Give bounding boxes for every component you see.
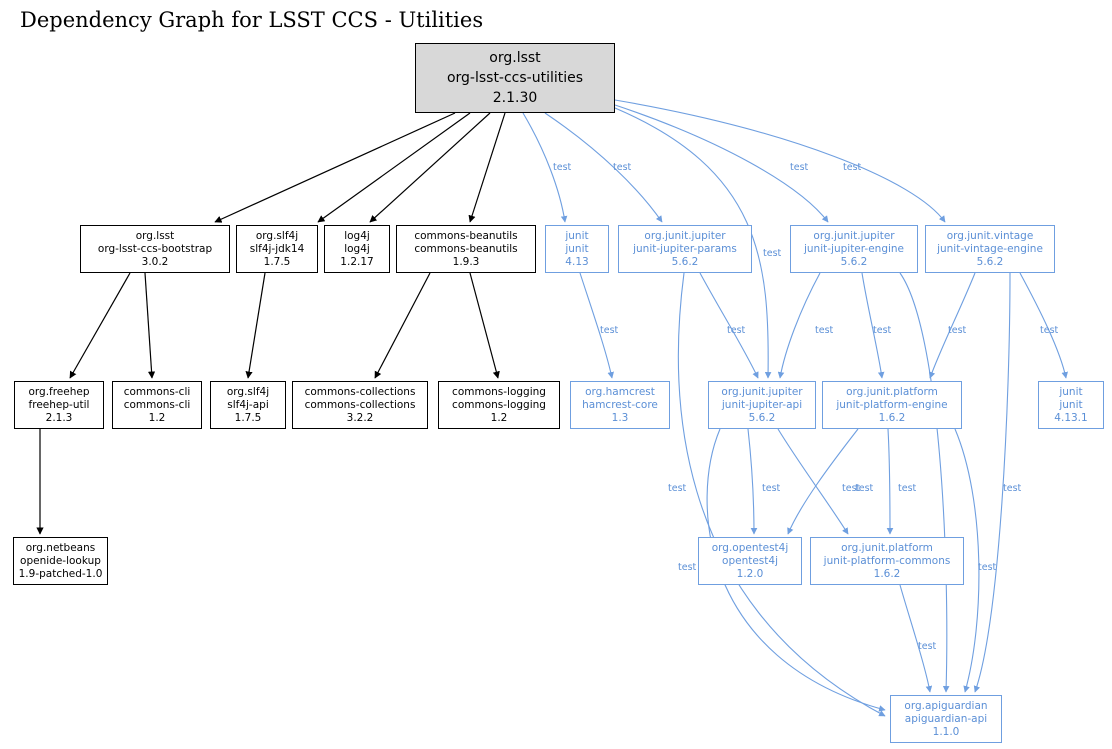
graph-node-commons-cli[interactable] [112,381,202,429]
graph-node-line: junit-vintage-engine [937,242,1043,255]
graph-node-line: org.apiguardian [904,699,988,712]
graph-node-line: junit [565,242,589,255]
graph-node-line: apiguardian-api [904,712,988,725]
graph-edge-slf4j-jdk14-to-slf4j-api [248,273,265,378]
graph-node-line: org.lsst [135,229,175,242]
graph-node-line: 5.6.2 [748,411,776,424]
graph-node-commons-logging[interactable] [438,381,560,429]
graph-edge-platform-engine-to-opentest4j [788,429,861,534]
edge-label-jupiter-engine-to-platform-engine: test [873,325,892,336]
graph-node-line: junit [1059,385,1083,398]
graph-node-line: 1.7.5 [234,411,262,424]
edge-label-platform-engine-to-apiguardian: test [978,562,997,573]
edge-label-root-to-jupiter-engine: test [790,162,809,173]
edge-label-junit-413-to-hamcrest-core: test [600,325,619,336]
graph-node-line: log4j [344,242,370,255]
graph-edge-jupiter-params-to-apiguardian [678,273,885,716]
page-title: Dependency Graph for LSST CCS - Utilities [20,8,484,32]
edge-label-jupiter-api-to-apiguardian: test [678,562,697,573]
graph-node-freehep-util[interactable] [14,381,104,429]
graph-node-line: org.lsst [489,50,541,66]
edge-label-jupiter-api-to-opentest4j: test [762,483,781,494]
edge-label-vintage-engine-to-junit-4131: test [1040,325,1059,336]
graph-edge-root-to-log4j [370,113,490,222]
graph-node-apiguardian[interactable] [890,695,1002,743]
graph-node-line: openide-lookup [20,554,101,567]
edge-label-jupiter-api-to-platform-commons: test [842,483,861,494]
graph-node-line: 1.9.3 [452,255,480,268]
graph-edge-platform-commons-to-apiguardian [900,585,930,692]
graph-node-line: slf4j-jdk14 [249,242,305,255]
graph-node-line: commons-cli [123,398,191,411]
edge-label-root-to-jupiter-params: test [613,162,632,173]
edge-label-jupiter-params-to-jupiter-api: test [727,325,746,336]
graph-node-line: junit-jupiter-params [633,242,737,255]
graph-edge-jupiter-engine-to-jupiter-api [780,273,820,378]
graph-node-log4j[interactable] [324,225,390,273]
graph-edge-jupiter-api-to-opentest4j [748,429,754,534]
graph-edge-root-to-commons-beanutils [470,113,505,222]
graph-node-junit-413[interactable] [545,225,609,273]
graph-node-line: 4.13.1 [1054,411,1088,424]
graph-node-line: 1.2.17 [340,255,374,268]
graph-node-line: commons-logging [452,398,546,411]
graph-node-line: 1.9-patched-1.0 [18,567,103,580]
edge-label-platform-engine-to-platform-commons: test [898,483,917,494]
graph-node-opentest4j[interactable] [698,537,802,585]
graph-node-line: commons-beanutils [414,242,518,255]
graph-node-line: org.junit.vintage [946,229,1034,242]
graph-node-line: commons-collections [304,398,416,411]
graph-node-line: org.junit.platform [841,541,933,554]
graph-edge-bootstrap-to-commons-cli [145,273,152,378]
graph-node-line: 1.2.0 [736,567,764,580]
edge-label-platform-commons-to-apiguardian: test [918,641,937,652]
graph-node-line: org.slf4j [226,385,270,398]
graph-node-line: org.netbeans [25,541,96,554]
graph-node-line: log4j [344,229,370,242]
graph-node-line: hamcrest-core [582,398,658,411]
graph-node-line: commons-logging [452,385,546,398]
graph-node-line: junit-platform-engine [836,398,948,411]
graph-node-jupiter-params[interactable] [618,225,752,273]
graph-node-line: freehep-util [28,398,90,411]
graph-node-openide-lookup[interactable] [13,537,108,585]
graph-node-line: org.junit.platform [846,385,938,398]
graph-node-line: commons-cli [123,385,191,398]
graph-node-jupiter-engine[interactable] [790,225,918,273]
graph-edge-commons-beanutils-to-commons-collections [375,273,430,378]
graph-node-line: org.slf4j [255,229,299,242]
graph-node-line: junit-jupiter-api [721,398,803,411]
edge-label-root-to-junit-413: test [553,162,572,173]
graph-node-line: junit [1059,398,1083,411]
graph-node-line: org-lsst-ccs-utilities [446,70,584,86]
graph-node-line: 1.2 [148,411,166,424]
graph-node-line: slf4j-api [227,398,269,411]
graph-edge-root-to-vintage-engine [615,100,945,222]
graph-node-line: 1.7.5 [263,255,291,268]
graph-node-line: commons-collections [304,385,416,398]
graph-node-line: 5.6.2 [976,255,1004,268]
graph-node-line: 3.2.2 [346,411,374,424]
graph-node-line: 1.6.2 [873,567,901,580]
graph-node-line: 1.1.0 [932,725,960,738]
graph-node-line: org.junit.jupiter [721,385,803,398]
graph-edge-root-to-slf4j-jdk14 [318,113,470,222]
graph-node-jupiter-api[interactable] [708,381,816,429]
graph-node-bootstrap[interactable] [80,225,230,273]
graph-node-line: 1.2 [490,411,508,424]
graph-node-line: org.junit.jupiter [813,229,895,242]
graph-node-line: 1.3 [611,411,629,424]
graph-node-commons-collections[interactable] [292,381,428,429]
graph-node-platform-engine[interactable] [822,381,962,429]
graph-node-line: org.opentest4j [711,541,789,554]
graph-node-commons-beanutils[interactable] [396,225,536,273]
graph-node-line: org.freehep [28,385,90,398]
graph-node-line: 1.6.2 [878,411,906,424]
graph-node-root[interactable] [415,43,615,113]
graph-edge-root-to-bootstrap [215,113,455,222]
graph-node-slf4j-api[interactable] [210,381,286,429]
graph-node-line: 2.1.3 [45,411,73,424]
edge-label-platform-engine-to-opentest4j: test [855,483,874,494]
graph-node-junit-4131[interactable] [1038,381,1104,429]
graph-node-line: junit [565,229,589,242]
graph-node-line: commons-beanutils [414,229,518,242]
graph-node-vintage-engine[interactable] [925,225,1055,273]
edge-label-jupiter-engine-to-jupiter-api: test [815,325,834,336]
graph-edge-commons-beanutils-to-commons-logging [470,273,498,378]
graph-node-line: opentest4j [722,554,778,567]
graph-edge-bootstrap-to-freehep-util [70,273,130,378]
graph-node-line: 4.13 [565,255,589,268]
graph-node-line: junit-jupiter-engine [803,242,905,255]
graph-edge-platform-engine-to-platform-commons [888,429,890,534]
graph-node-hamcrest-core[interactable] [570,381,670,429]
graph-node-slf4j-jdk14[interactable] [236,225,318,273]
edge-label-jupiter-params-to-apiguardian: test [668,483,687,494]
graph-node-line: org-lsst-ccs-bootstrap [97,242,213,255]
graph-node-line: 5.6.2 [840,255,868,268]
edge-label-root-to-jupiter-api: test [763,248,782,259]
graph-node-line: 3.0.2 [141,255,169,268]
graph-node-line: 5.6.2 [671,255,699,268]
graph-node-platform-commons[interactable] [810,537,964,585]
edge-label-root-to-vintage-engine: test [843,162,862,173]
graph-node-line: org.junit.jupiter [644,229,726,242]
graph-node-line: org.hamcrest [585,385,655,398]
graph-node-line: 2.1.30 [492,90,538,106]
graph-edge-jupiter-api-to-platform-commons [778,429,848,534]
edge-label-jupiter-engine-to-apiguardian: test [948,325,967,336]
edge-label-vintage-engine-to-apiguardian: test [1003,483,1022,494]
graph-node-line: junit-platform-commons [823,554,951,567]
